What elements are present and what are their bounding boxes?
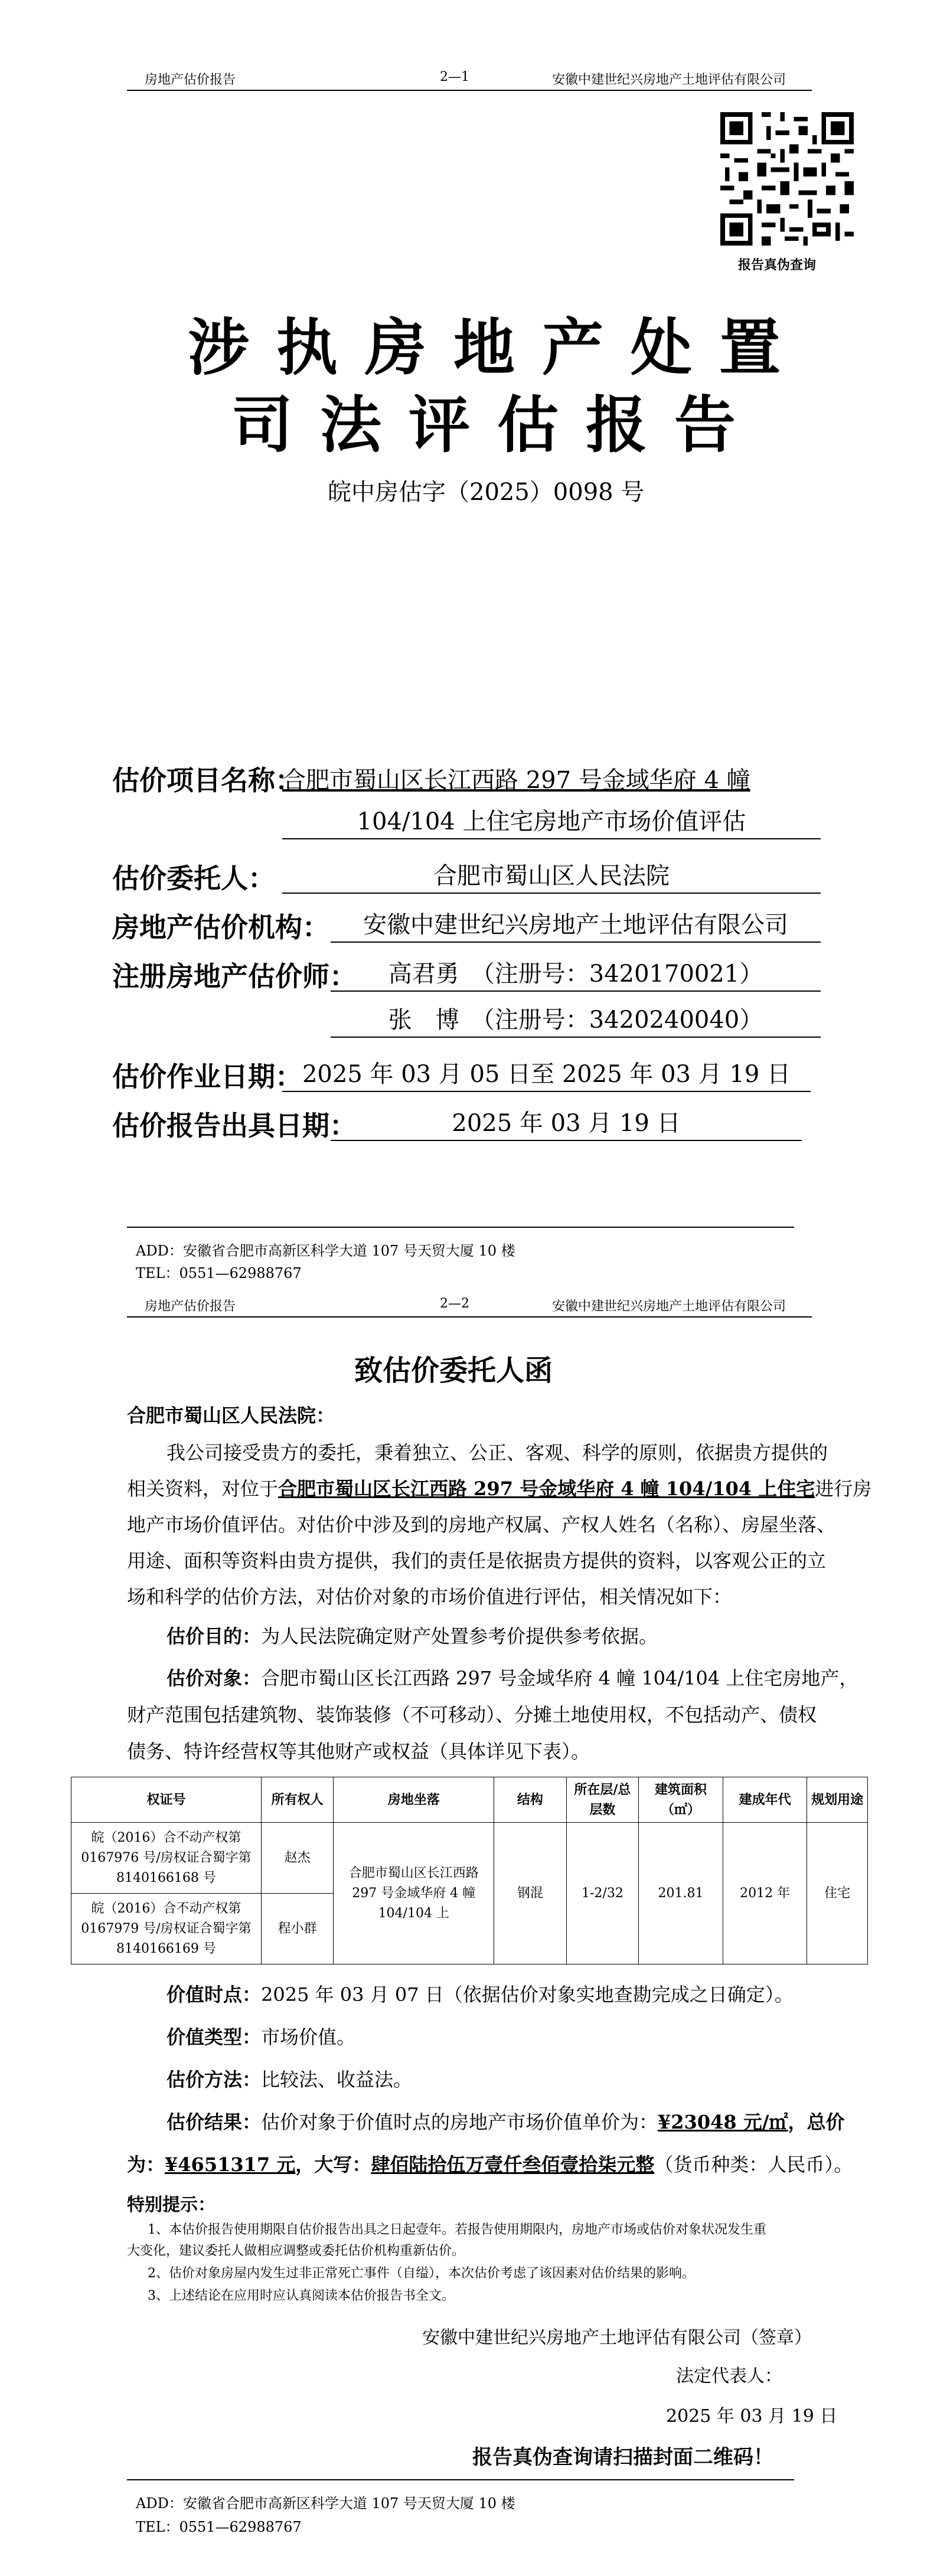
- table-header: 所在层/总层数: [566, 1777, 639, 1823]
- report-title-line1: 涉执房地产处置: [188, 311, 808, 384]
- page1-footer-address: ADD：安徽省合肥市高新区科学大道 107 号天贸大厦 10 楼: [136, 1243, 515, 1259]
- location-cell: 合肥市蜀山区长江西路 297 号金域华府 4 幢 104/104 上: [334, 1823, 494, 1964]
- table-header: 权证号: [71, 1777, 262, 1823]
- notice-title: 特别提示：: [127, 2195, 216, 2215]
- result-mid: ，总价: [788, 2111, 845, 2133]
- notice-1b: 大变化，建议委托人做相应调整或委托估价机构重新估价。: [127, 2244, 465, 2258]
- unit-price: ¥23048 元/㎡: [658, 2111, 788, 2133]
- para1-b-subject: 合肥市蜀山区长江西路 297 号金域华府 4 幢 104/104 上住宅: [278, 1477, 815, 1500]
- sign-representative: 法定代表人：: [676, 2366, 782, 2387]
- qr-code-icon: [720, 112, 854, 246]
- page2-footer-tel: TEL：0551—62988767: [136, 2519, 302, 2535]
- para1-line-c: 地产市场价值评估。对估价中涉及到的房地产权属、产权人姓名（名称）、房屋坐落、: [127, 1513, 836, 1536]
- project-name-value-1: 合肥市蜀山区长江西路 297 号金域华府 4 幢: [282, 767, 750, 794]
- result-line-2: [127, 2146, 853, 2183]
- client-value: 合肥市蜀山区人民法院: [282, 859, 821, 894]
- value-time-line: [166, 1976, 794, 2013]
- page2-header-page: 2—2: [440, 1296, 469, 1311]
- property-table: [71, 1777, 868, 1964]
- sign-company: 安徽中建世纪兴房地产土地评估有限公司（签章）: [422, 2327, 812, 2348]
- page2-footer-address: ADD：安徽省合肥市高新区科学大道 107 号天贸大厦 10 楼: [136, 2495, 515, 2512]
- client-label: 估价委托人：: [112, 862, 275, 894]
- table-header: 结构: [494, 1777, 566, 1823]
- work-date-value: 2025 年 03 月 05 日至 2025 年 03 月 19 日: [282, 1058, 811, 1092]
- cert-number: 皖（2016）合不动产权第 0167979 号/房权证合蜀字第 8140166169 号: [71, 1894, 262, 1964]
- appraiser-label: 注册房地产估价师：: [112, 960, 357, 992]
- table-row: [71, 1823, 868, 1894]
- page2-footer-rule: [127, 2479, 794, 2480]
- table-header: 建筑面积（㎡）: [639, 1777, 723, 1823]
- sign-date: 2025 年 03 月 19 日: [666, 2406, 838, 2427]
- page1-footer-rule: [127, 1227, 794, 1228]
- result-label: 估价结果：: [166, 2111, 262, 2133]
- result-pre: 估价对象于价值时点的房地产市场价值单价为：: [261, 2111, 658, 2133]
- cert-number: 皖（2016）合不动产权第 0167976 号/房权证合蜀字第 8140166168 号: [71, 1823, 262, 1894]
- page2-header-rule: [127, 1316, 812, 1318]
- para1-line-a: 我公司接受贵方的委托，秉着独立、公正、客观、科学的原则，依据贵方提供的: [166, 1441, 828, 1464]
- total-price-daxie: 肆佰陆拾伍万壹仟叁佰壹拾柒元整: [371, 2153, 655, 2176]
- table-header: 房地坐落: [334, 1777, 494, 1823]
- para1-line-b: [127, 1470, 871, 1507]
- method-value: 比较法、收益法。: [261, 2068, 413, 2091]
- project-name-label: 估价项目名称：: [112, 764, 302, 796]
- method-line: [166, 2061, 412, 2098]
- purpose-value: 为人民法院确定财产处置参考价提供参考依据。: [261, 1625, 658, 1647]
- issue-date-value: 2025 年 03 月 19 日: [331, 1107, 802, 1141]
- table-header: 所有权人: [261, 1777, 333, 1823]
- table-header: 建成年代: [723, 1777, 807, 1823]
- value-type-label: 价值类型：: [166, 2026, 262, 2048]
- para1-b-post: 进行房: [815, 1477, 872, 1500]
- report-title-line2: 司法评估报告: [231, 388, 763, 461]
- appraiser-2: 张 博 （注册号：3420240040）: [331, 1003, 821, 1038]
- table-header-row: [71, 1777, 868, 1823]
- owner-name: 程小群: [261, 1894, 333, 1964]
- object-line-2: 财产范围包括建筑物、装饰装修（不可移动）、分摊土地使用权，不包括动产、债权: [127, 1704, 817, 1726]
- page1-header-page: 2—1: [440, 70, 469, 84]
- table-header: 规划用途: [807, 1777, 868, 1823]
- letter-title: 致估价委托人函: [354, 1354, 553, 1387]
- agency-value: 安徽中建世纪兴房地产土地评估有限公司: [331, 908, 821, 943]
- total-price: ¥4651317 元: [165, 2153, 296, 2176]
- value-time-label: 价值时点：: [166, 1983, 262, 2006]
- year-cell: 2012 年: [723, 1823, 807, 1964]
- result-line2-pre: 为：: [127, 2153, 165, 2176]
- para1-line-e: 场和科学的估价方法，对估价对象的市场价值进行评估，相关情况如下：: [127, 1586, 732, 1608]
- qr-caption: 报告真伪查询: [738, 257, 817, 273]
- owner-name: 赵杰: [261, 1823, 333, 1894]
- para1-line-d: 用途、面积等资料由贵方提供，我们的责任是依据贵方提供的资料，以客观公正的立: [127, 1549, 827, 1572]
- page1-header-right: 安徽中建世纪兴房地产土地评估有限公司: [552, 73, 786, 87]
- value-time-value: 2025 年 03 月 07 日（依据估价对象实地查勘完成之日确定）。: [261, 1983, 794, 2006]
- object-label: 估价对象：: [166, 1667, 262, 1689]
- project-name-value-2: 104/104 上住宅房地产市场价值评估: [282, 805, 821, 839]
- notice-1a: 1、本估价报告使用期限自估价报告出具之日起壹年。若报告使用期限内，房地产市场或估价对象状况发生重: [148, 2222, 767, 2237]
- method-label: 估价方法：: [166, 2068, 262, 2091]
- report-number: 皖中房估字（2025）0098 号: [328, 479, 645, 506]
- page2-header-right: 安徽中建世纪兴房地产土地评估有限公司: [552, 1299, 786, 1314]
- object-line-1: [166, 1660, 858, 1696]
- notice-3: 3、上述结论在应用时应认真阅读本估价报告书全文。: [148, 2289, 455, 2303]
- para1-b-pre: 相关资料，对位于: [127, 1477, 279, 1500]
- structure-cell: 钢混: [494, 1823, 566, 1964]
- area-cell: 201.81: [639, 1823, 723, 1964]
- page2-header-left: 房地产估价报告: [145, 1299, 236, 1314]
- work-date-label: 估价作业日期：: [112, 1061, 302, 1093]
- page1-footer-tel: TEL：0551—62988767: [136, 1265, 302, 1282]
- floor-cell: 1-2/32: [566, 1823, 639, 1964]
- object-value-1: 合肥市蜀山区长江西路 297 号金域华府 4 幢 104/104 上住宅房地产，: [261, 1667, 858, 1689]
- value-type-value: 市场价值。: [261, 2026, 356, 2048]
- appraiser-1: 高君勇 （注册号：3420170021）: [331, 957, 821, 992]
- salutation: 合肥市蜀山区人民法院：: [127, 1404, 335, 1427]
- use-cell: 住宅: [807, 1823, 868, 1964]
- object-line-3: 债务、特许经营权等其他财产或权益（具体详见下表）。: [127, 1740, 590, 1763]
- result-line-1: [166, 2104, 844, 2140]
- notice-2: 2、估价对象房屋内发生过非正常死亡事件（自缢），本次估价考虑了该因素对估价结果的影响。: [148, 2266, 696, 2281]
- agency-label: 房地产估价机构：: [112, 911, 329, 943]
- issue-date-label: 估价报告出具日期：: [112, 1110, 357, 1142]
- purpose-label: 估价目的：: [166, 1625, 262, 1647]
- value-type-line: [166, 2019, 355, 2055]
- page1-header-left: 房地产估价报告: [145, 73, 236, 87]
- purpose-line: [166, 1618, 658, 1655]
- currency-note: （货币种类：人民币）。: [654, 2153, 853, 2176]
- result-daxie-pre: ，大写：: [295, 2153, 371, 2176]
- page1-header-rule: [127, 90, 812, 91]
- qr-verify-hint: 报告真伪查询请扫描封面二维码！: [472, 2446, 773, 2469]
